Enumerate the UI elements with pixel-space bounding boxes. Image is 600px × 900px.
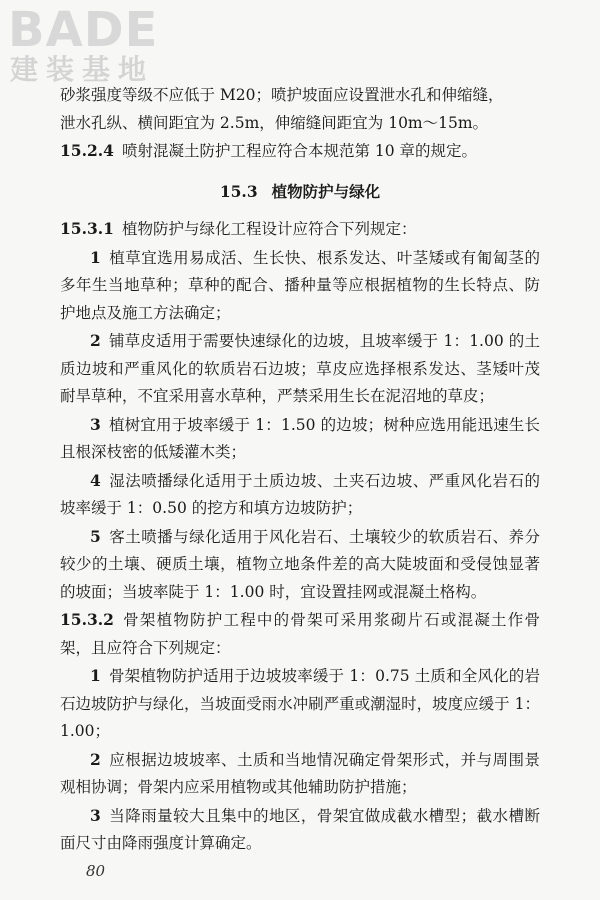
list-item [60, 244, 540, 328]
item-text: 湿法喷播绿化适用于土质边坡、土夹石边坡、严重风化岩石的坡率缓于 1：0.50 的挖方和填方边坡防护； [60, 471, 540, 517]
clause-text: 喷射混凝土防护工程应符合本规范第 10 章的规定。 [121, 142, 478, 160]
clause-number: 15.3.2 [60, 610, 114, 629]
item-text: 铺草皮适用于需要快速绿化的边坡，且坡率缓于 1：1.00 的土质边坡和严重风化的软质岩石边坡；草皮应选择根系发达、茎矮叶茂耐旱草种，不宜采用喜水草种，严禁采用生长在泥沼地的草皮； [60, 332, 540, 405]
page-content [60, 82, 540, 858]
item-number: 2 [90, 331, 101, 350]
list-item [60, 467, 540, 523]
clause-15-3-1 [60, 215, 540, 244]
list-item [60, 746, 540, 802]
continued-line-2: 泄水孔纵、横间距宜为 2.5m，伸缩缝间距宜为 10m～15m。 [60, 113, 489, 132]
section-title: 植物防护与绿化 [271, 181, 381, 201]
list-item [60, 662, 540, 746]
clause-15-3-2 [60, 606, 540, 662]
section-number: 15.3 [219, 181, 258, 201]
item-text: 客土喷播与绿化适用于风化岩石、土壤较少的软质岩石、养分较少的土壤、硬质土壤，植物立地条件差的高大陡坡面和受侵蚀显著的坡面；当坡率陡于 1：1.00 时，宜设置挂网或混凝土格构。 [60, 527, 540, 601]
item-number: 2 [90, 749, 101, 769]
item-text: 植树宜用于坡率缓于 1：1.50 的边坡；树种应选用能迅速生长且根深枝密的低矮灌木类； [60, 415, 540, 461]
continued-line-1: 砂浆强度等级不应低于 M20；喷护坡面应设置泄水孔和伸缩缝， [60, 86, 504, 104]
logo-wordmark: BADE [8, 2, 159, 58]
clause-number: 15.2.4 [60, 141, 114, 160]
list-item [60, 523, 540, 607]
clause-number: 15.3.1 [60, 219, 114, 238]
page-number: 80 [86, 862, 106, 880]
item-number: 5 [90, 526, 101, 546]
list-item [60, 411, 540, 467]
item-text: 植草宜选用易成活、生长快、根系发达、叶茎矮或有匍匐茎的多年生当地草种；草种的配合、播种量等应根据植物的生长特点、防护地点及施工方法确定； [60, 248, 540, 322]
logo-chinese: 建装基地 [10, 53, 155, 86]
item-number: 4 [90, 470, 101, 490]
item-text: 骨架植物防护适用于边坡坡率缓于 1：0.75 土质和全风化的岩石边坡防护与绿化，当坡面受雨水冲刷严重或潮湿时，坡度应缓于 1：1.00； [60, 667, 540, 740]
section-heading [60, 178, 540, 206]
item-number: 1 [90, 666, 101, 685]
item-number: 3 [90, 805, 101, 825]
item-number: 1 [90, 247, 101, 267]
clause-text: 植物防护与绿化工程设计应符合下列规定： [121, 220, 417, 238]
clause-text: 骨架植物防护工程中的骨架可采用浆砌片石或混凝土作骨架，且应符合下列规定： [60, 611, 540, 657]
item-number: 3 [90, 414, 101, 434]
item-text: 应根据边坡坡率、土质和当地情况确定骨架形式，并与周围景观相协调；骨架内应采用植物或其他辅助防护措施； [60, 750, 540, 796]
bade-logo [8, 4, 178, 92]
clause-15-2-4 [60, 137, 540, 166]
list-item [60, 802, 540, 858]
item-text: 当降雨量较大且集中的地区，骨架宜做成截水槽型；截水槽断面尺寸由降雨强度计算确定。 [60, 806, 540, 852]
list-item [60, 327, 540, 411]
